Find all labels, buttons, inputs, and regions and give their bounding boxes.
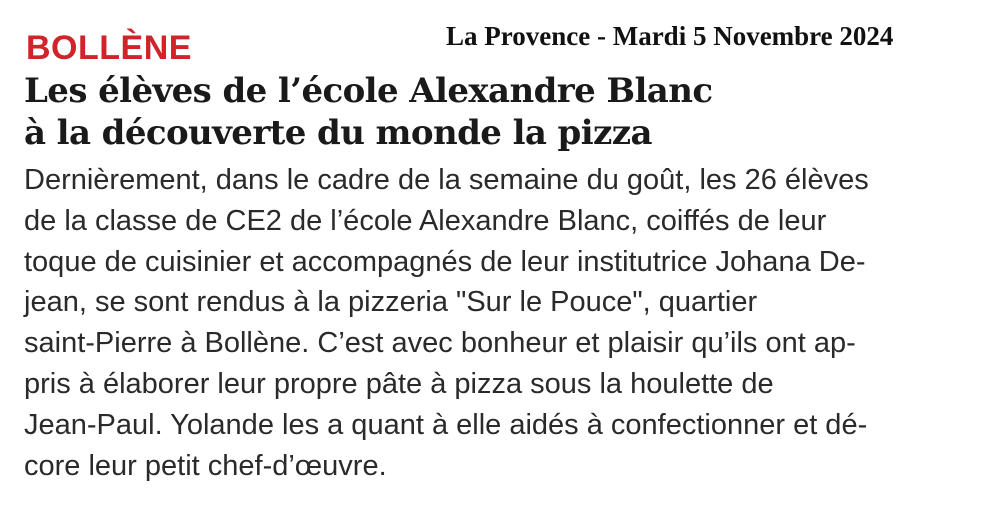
body-line: toque de cuisinier et accompagnés de leur institutrice Johana De- <box>24 245 866 278</box>
body-line: Jean-Paul. Yolande les a quant à elle aidés à confectionner et dé- <box>24 408 868 441</box>
body-line: pris à élaborer leur propre pâte à pizza sous la houlette de <box>24 367 774 400</box>
article-body <box>24 160 974 486</box>
body-line: jean, se sont rendus à la pizzeria "Sur le Pouce", quartier <box>24 286 758 319</box>
newspaper-source-date: La Provence - Mardi 5 Novembre 2024 <box>446 21 894 51</box>
body-line: core leur petit chef-d’œuvre. <box>24 449 387 482</box>
body-line: de la classe de CE2 de l’école Alexandre Blanc, coiffés de leur <box>24 204 827 237</box>
headline-line: à la découverte du monde la pizza <box>24 113 652 153</box>
body-line: Dernièrement, dans le cadre de la semaine du goût, les 26 élèves <box>24 164 869 196</box>
headline-line: Les élèves de l’école Alexandre Blanc <box>24 71 713 111</box>
location-kicker: BOLLÈNE <box>26 29 192 67</box>
article-headline <box>24 70 964 154</box>
body-line: saint-Pierre à Bollène. C’est avec bonheur et plaisir qu’ils ont ap- <box>24 327 856 360</box>
